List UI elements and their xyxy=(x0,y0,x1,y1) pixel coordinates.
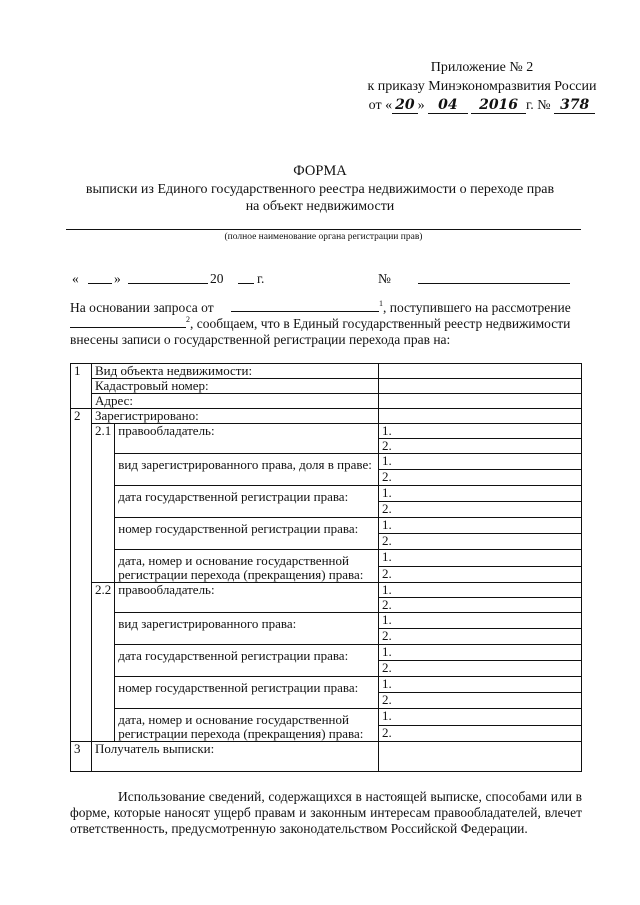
table-row: вид зарегистрированного права, доля в праве: 1. xyxy=(71,454,582,470)
form-title-line2: на объект недвижимости xyxy=(245,199,395,214)
organ-name-line xyxy=(66,229,581,230)
organ-name-caption: (полное наименование органа регистрации прав) xyxy=(224,232,423,242)
form-title xyxy=(40,163,600,215)
month-blank xyxy=(128,271,208,284)
date-row: « » 20 г. № xyxy=(70,271,590,289)
form-title-line1: выписки из Единого государственного реестра недвижимости о переходе прав xyxy=(85,182,555,197)
table-row: номер государственной регистрации права: 1. xyxy=(71,677,582,693)
request-number-blank xyxy=(70,316,186,328)
number-blank xyxy=(418,271,570,284)
table-row: Кадастровый номер: xyxy=(71,379,582,394)
table-row: дата, номер и основание государственной регистрации перехода (прекращения) права: 1. xyxy=(71,709,582,726)
appendix-number: Приложение № 2 xyxy=(430,60,534,75)
form-heading: ФОРМА xyxy=(293,163,347,179)
table-row: 1 Вид объекта недвижимости: xyxy=(71,364,582,379)
request-date-blank xyxy=(231,300,379,312)
order-date-line: от « 20 » 04 2016 г. № 378 xyxy=(352,96,612,115)
year-blank xyxy=(238,271,254,284)
order-day: 20 xyxy=(392,97,417,114)
table-row: 2.2 правообладатель: 1. xyxy=(71,583,582,598)
request-line3: внесены записи о государственной регистрации перехода прав на: xyxy=(70,332,451,347)
table-row: вид зарегистрированного права: 1. xyxy=(71,613,582,629)
table-row: номер государственной регистрации права: 1. xyxy=(71,518,582,534)
table-row: дата государственной регистрации права: 1. xyxy=(71,486,582,502)
table-row: дата государственной регистрации права: 1. xyxy=(71,645,582,661)
table-row: Адрес: xyxy=(71,394,582,409)
registry-table: 1 Вид объекта недвижимости: Кадастровый номер: Адрес: 2 Зарегистрировано: 2.1 правообладатель: 1. 2. вид зарегистрированного права, доля в праве: 1. 2. дата государственной регистрации права: 1. 2. номер государственной регистрации права: 1. 2. дата, номер и основание государственной регистрации перехода (прекращения) права: 1. 2. 2.2 правообладатель: 1. 2. вид зарегистрированного права: 1. 2. дата государственной регистрации права: 1. 2. номер государственной регистрации права: 1. 2. дата, номер и основание государственной регистрации перехода (прекращения) права: 1. 2. 3 Получатель выписки: xyxy=(70,363,582,772)
request-line1: На основании запроса от $^1$, поступившего на рассмотрение xyxy=(70,299,571,315)
request-line2: $^2$, сообщаем, что в Единый государственный реестр недвижимости xyxy=(70,316,582,332)
day-blank xyxy=(88,271,112,284)
order-month: 04 xyxy=(428,97,467,114)
table-row: дата, номер и основание государственной регистрации перехода (прекращения) права: 1. xyxy=(71,550,582,567)
liability-notice: Использование сведений, содержащихся в настоящей выписке, способами или в форме, которые наносят ущерб правам и законным интересам правообладателей, влечет ответственность, предусмотренную законодательством Российской Федерации. xyxy=(70,789,582,836)
order-year: 2016 xyxy=(471,97,526,114)
table-row: 2.1 правообладатель: 1. xyxy=(71,424,582,439)
appendix-header xyxy=(352,58,612,115)
table-row: 3 Получатель выписки: xyxy=(71,742,582,772)
order-line: к приказу Минэкономразвития России xyxy=(367,79,597,94)
order-number: 378 xyxy=(554,97,595,114)
table-row: 2 Зарегистрировано: xyxy=(71,409,582,424)
